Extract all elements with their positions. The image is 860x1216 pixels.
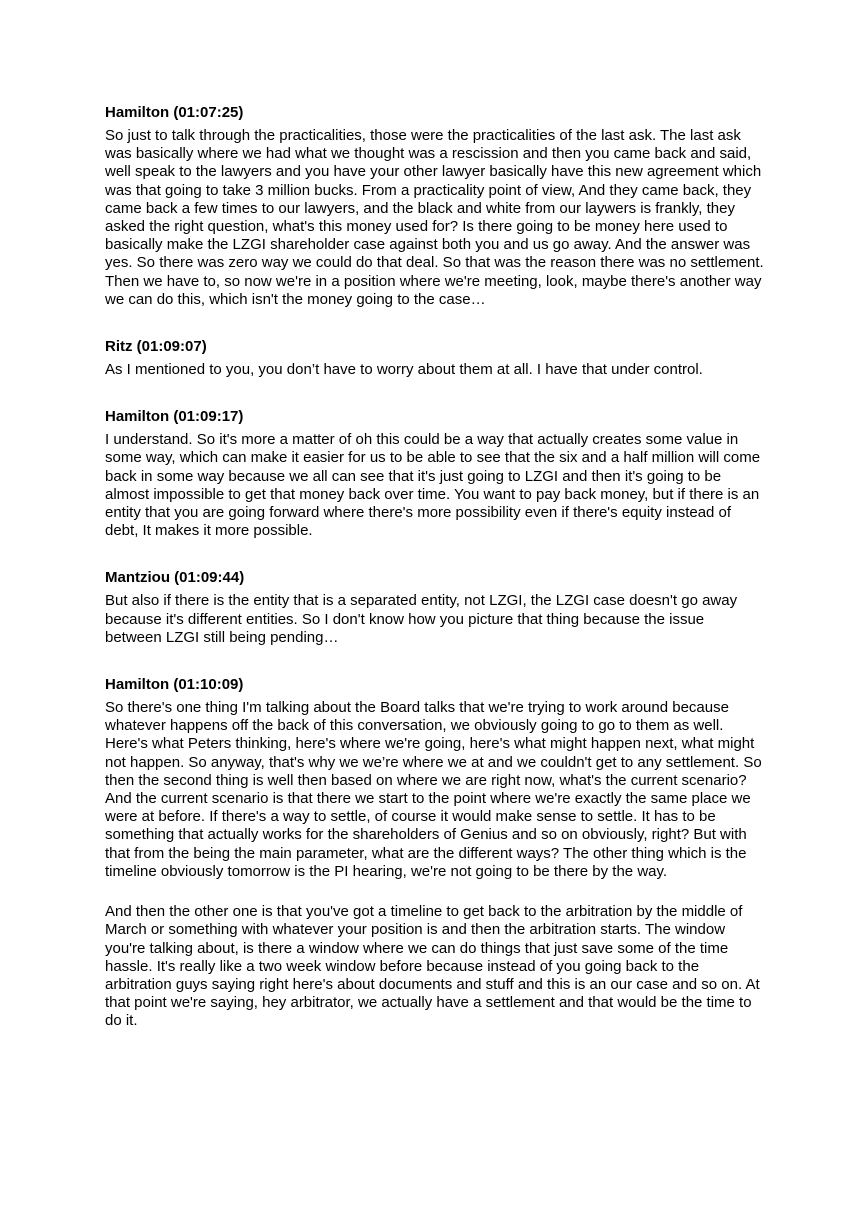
transcript-entry (105, 569, 765, 647)
speech-paragraph: And then the other one is that you've got a timeline to get back to the arbitration by the middle of March or something with whatever your position is and then the arbitration starts. The window you're talking about, is there a window where we can do things that just save some of the time hassle. It's really like a two week window before because instead of you going back to the arbitration guys saying right here's about documents and stuff and this is an our case and so on. At that point we're saying, hey arbitrator, we actually have a settlement and that would be the time to do it. (105, 903, 760, 1030)
transcript-entry (105, 676, 765, 1030)
speech-paragraph: But also if there is the entity that is a separated entity, not LZGI, the LZGI case doesn't go away because it's different entities. So I don't know how you picture that thing because the issue between LZGI still being pending… (105, 592, 738, 646)
speaker-label: Hamilton (01:07:25) (105, 104, 244, 121)
speaker-label: Hamilton (01:09:17) (105, 408, 244, 426)
speech-paragraph: So just to talk through the practicalities, those were the practicalities of the last ask. The last ask was basically where we had what we thought was a rescission and then you came back and said, well speak to the lawyers and you have your other lawyer basically have this new agreement which was that going to take 3 million bucks. From a practicality point of view, And they came back, they came back a few times to our lawyers, and the black and white from our laywers is frankly, they asked the right question, what's this money used for? Is there going to be money here used to basically make the LZGI shareholder case against both you and us go away. And the answer was yes. So there was zero way we could do that deal. So that was the reason there was no settlement. Then we have to, so now we're in a position where we're meeting, look, maybe there's another way we can do this, which isn't the money going to the case… (105, 127, 764, 308)
transcript-entry (105, 408, 765, 540)
speaker-label: Hamilton (01:10:09) (105, 676, 244, 694)
speaker-label: Mantziou (01:09:44) (105, 569, 245, 587)
speech-paragraph: So there's one thing I'm talking about the Board talks that we're trying to work around because whatever happens off the back of this conversation, we obviously going to go to them as well. Here's what Peters thinking, here's where we're going, here's what might happen next, what might not happen. So anyway, that's why we we’re where we at and we couldn't get to any settlement. So then the second thing is well then based on where we are right now, what's the current scenario? And the current scenario is that there we start to the point where we're exactly the same place we were at before. If there's a way to settle, of course it would make sense to settle. It has to be something that actually works for the shareholders of Genius and so on obviously, right? But with that from the being the main parameter, what are the different ways? The other thing which is the timeline obviously tomorrow is the PI hearing, we're not going to be there by the way. (105, 699, 762, 880)
speaker-label: Ritz (01:09:07) (105, 338, 207, 356)
speech-paragraph: As I mentioned to you, you don’t have to worry about them at all. I have that under control. (105, 361, 703, 379)
speech-paragraph: I understand. So it's more a matter of oh this could be a way that actually creates some value in some way, which can make it easier for us to be able to see that the six and a half million will come back in some way because we all can see that it's just going to LZGI and then it's going to be almost impossible to get that money back over time. You want to pay back money, but if there is an entity that you are going forward where there's more possibility even if there's equity instead of debt, It makes it more possible. (105, 431, 761, 540)
transcript-entry (105, 104, 765, 309)
transcript-page (105, 104, 765, 1031)
transcript-entry (105, 338, 765, 379)
